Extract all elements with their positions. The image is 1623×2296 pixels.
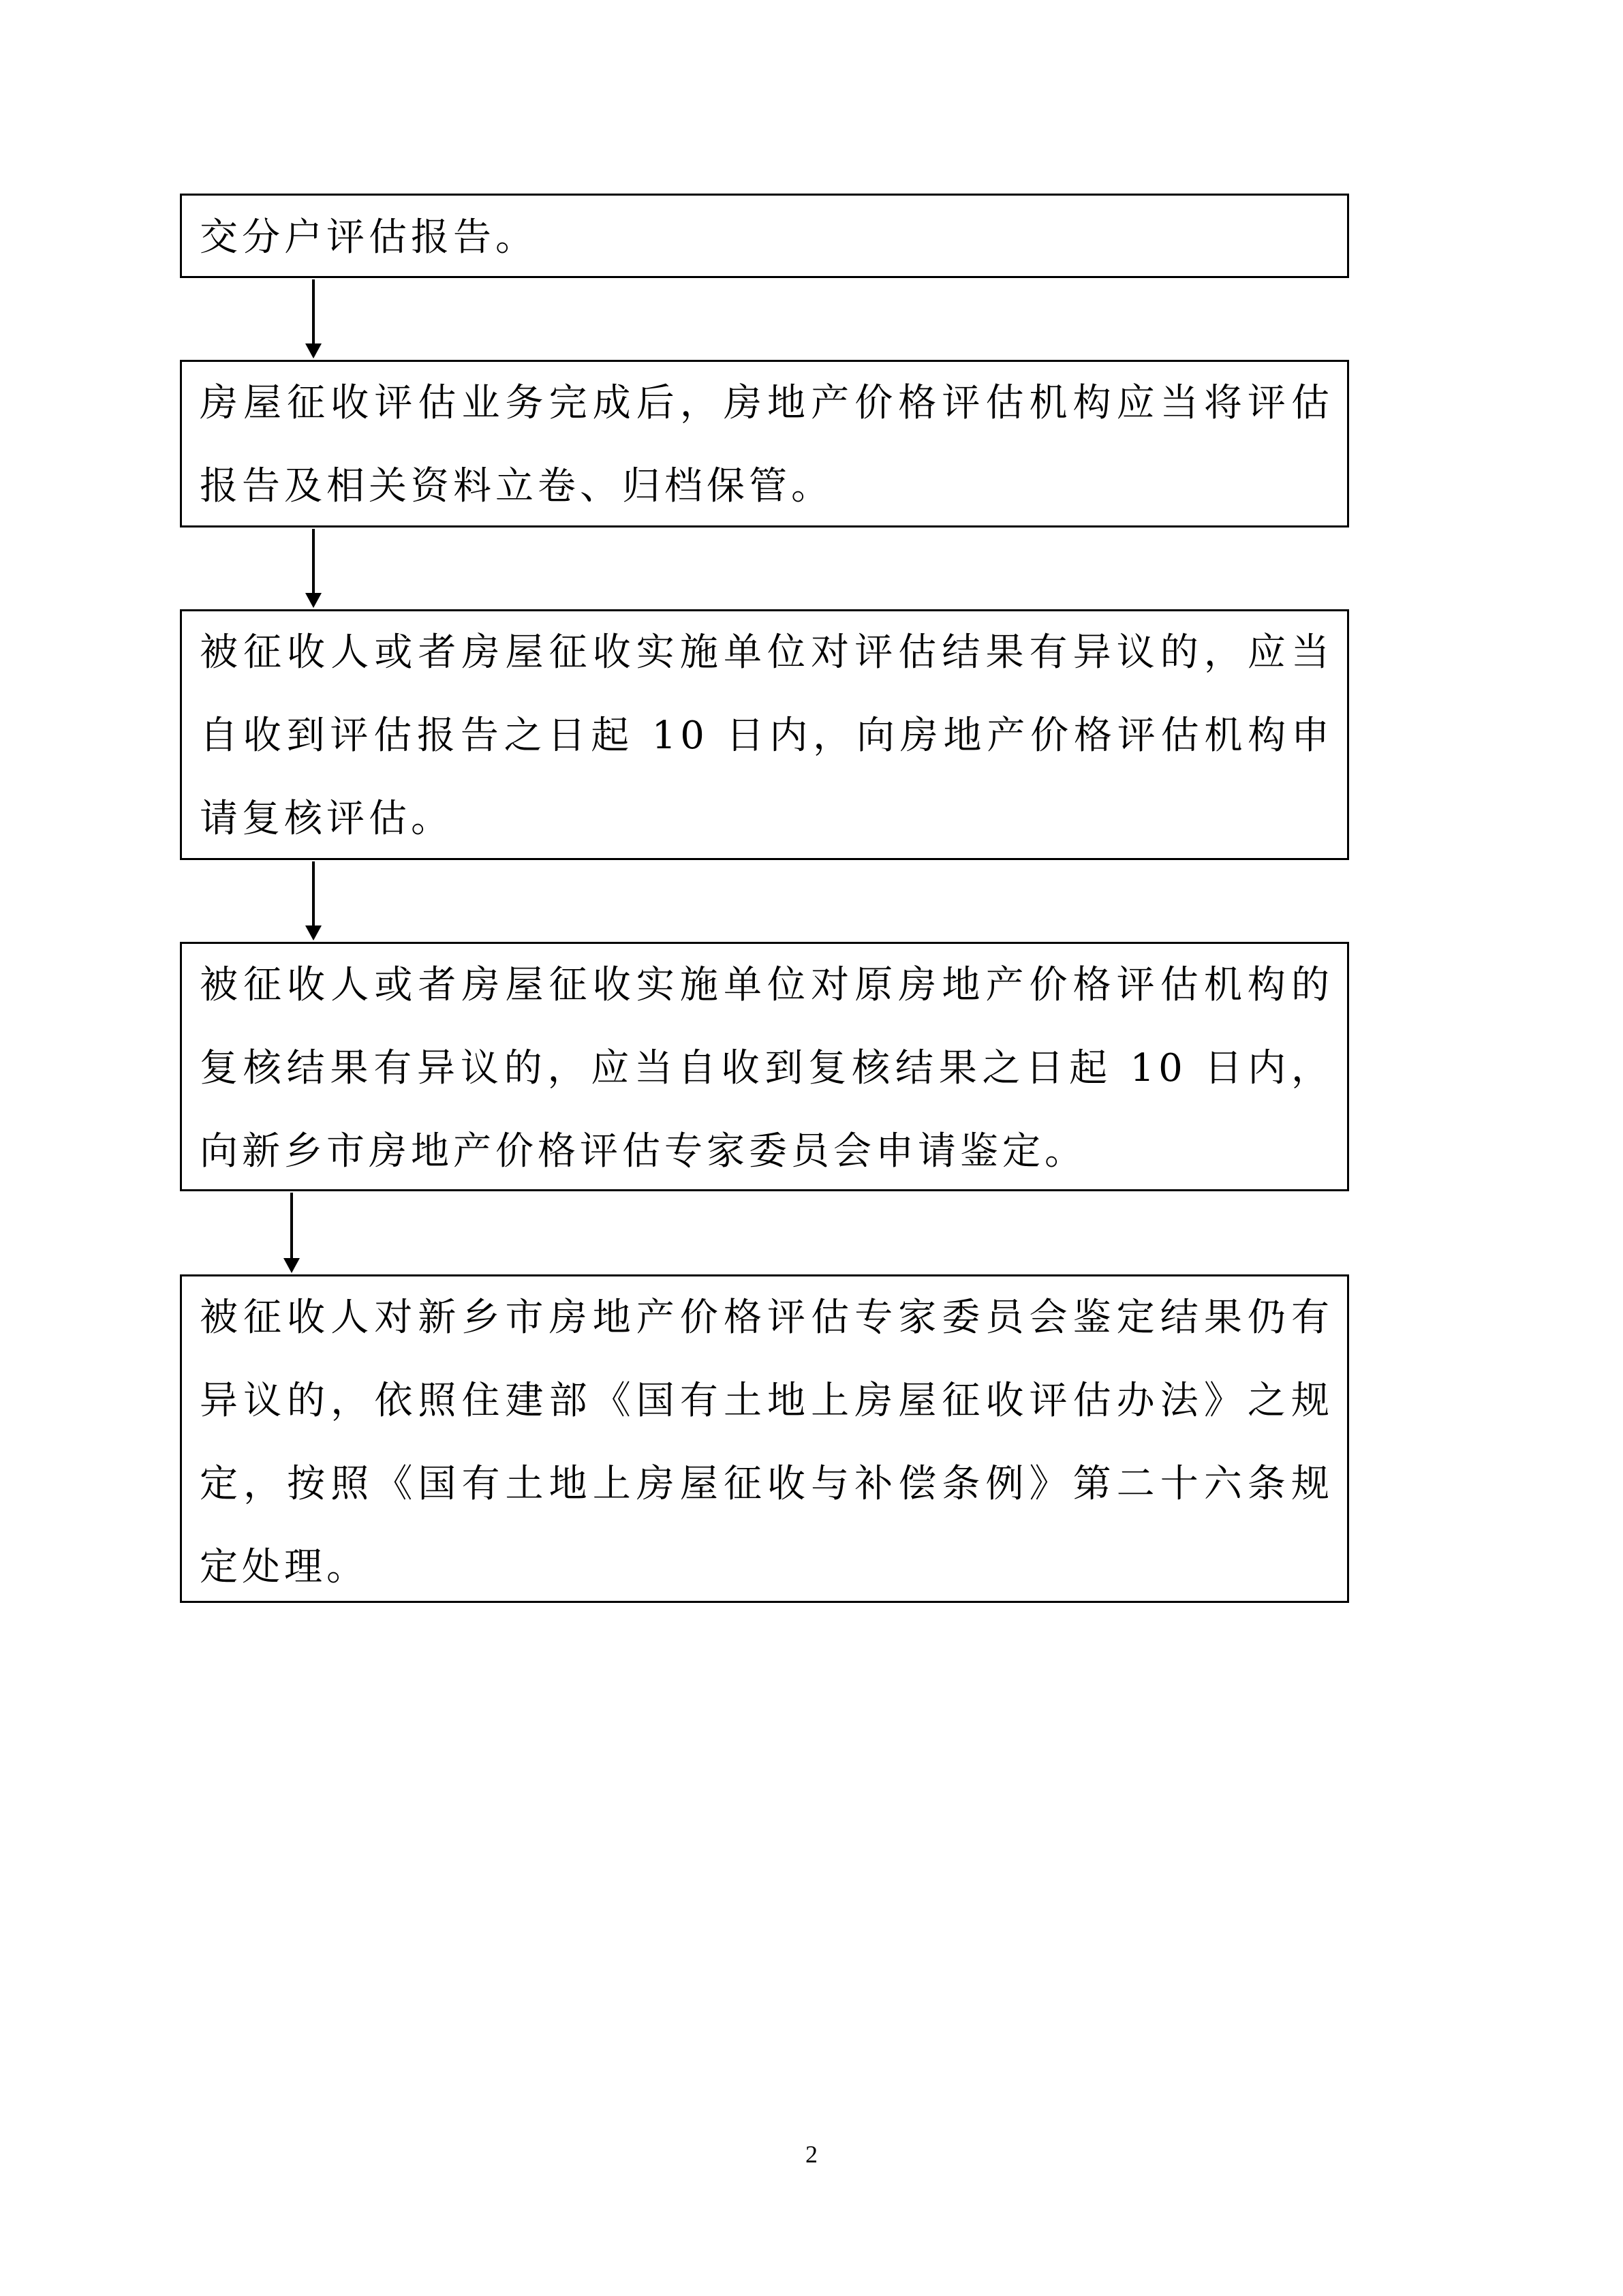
flow-step-2 xyxy=(180,360,1349,527)
flow-step-3 xyxy=(180,609,1349,860)
flow-step-1-text: 交分户评估报告。 xyxy=(200,215,538,260)
down-arrow-icon xyxy=(300,861,327,940)
down-arrow-icon xyxy=(300,529,327,608)
down-arrow-icon xyxy=(278,1193,305,1273)
flow-step-4 xyxy=(180,942,1349,1191)
page-number: 2 xyxy=(805,2141,818,2168)
flow-step-2-text: 房屋征收评估业务完成后，房地产价格评估机构应当将评估报告及相关资料立卷、归档保管。 xyxy=(200,381,1333,508)
flow-step-3-text: 被征收人或者房屋征收实施单位对评估结果有异议的，应当自收到评估报告之日起 10 日内，向房地产价格评估机构申请复核评估。 xyxy=(200,630,1333,841)
flow-step-5-text: 被征收人对新乡市房地产价格评估专家委员会鉴定结果仍有异议的，依照住建部《国有土地上房屋征收评估办法》之规定，按照《国有土地上房屋征收与补偿条例》第二十六条规定处理。 xyxy=(200,1296,1333,1589)
flow-step-1 xyxy=(180,194,1349,278)
flow-step-5 xyxy=(180,1274,1349,1603)
flow-step-4-text: 被征收人或者房屋征收实施单位对原房地产价格评估机构的复核结果有异议的，应当自收到复核结果之日起 10 日内，向新乡市房地产价格评估专家委员会申请鉴定。 xyxy=(200,963,1333,1174)
down-arrow-icon xyxy=(300,279,327,358)
